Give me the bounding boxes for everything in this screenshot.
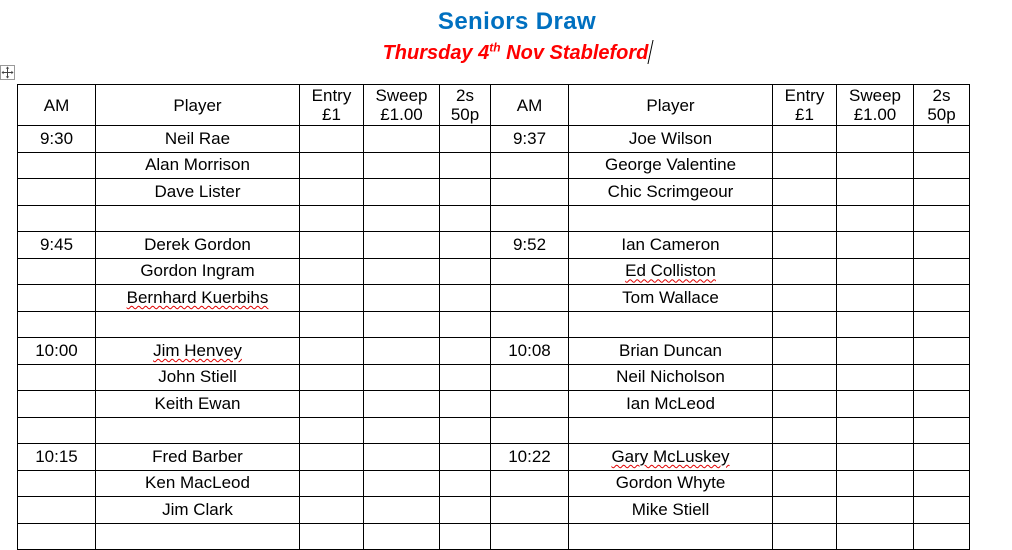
right-entry-cell[interactable] (773, 338, 837, 365)
left-time-cell[interactable] (18, 338, 96, 365)
left-player-cell[interactable] (96, 232, 300, 259)
player-name: Ken MacLeod (145, 473, 250, 493)
left-time-cell[interactable] (18, 417, 96, 444)
header-sweep-right[interactable] (837, 85, 914, 126)
right-sweep-cell[interactable] (837, 205, 914, 232)
left-twos-cell[interactable] (440, 126, 491, 153)
left-time-cell[interactable] (18, 258, 96, 285)
left-time-cell[interactable] (18, 391, 96, 418)
left-entry-cell[interactable] (300, 311, 364, 338)
right-twos-cell[interactable] (914, 470, 970, 497)
player-name: Fred Barber (152, 446, 243, 466)
left-twos-cell[interactable] (440, 205, 491, 232)
player-name: Bernhard Kuerbihs (126, 287, 269, 307)
right-player-cell[interactable] (569, 444, 773, 471)
document-subtitle (0, 40, 1012, 65)
left-sweep-cell[interactable] (364, 258, 440, 285)
table-row (18, 179, 970, 206)
left-sweep-cell[interactable] (364, 497, 440, 524)
left-sweep-cell[interactable] (364, 391, 440, 418)
left-sweep-cell[interactable] (364, 523, 440, 550)
table-row (18, 444, 970, 471)
left-twos-cell[interactable] (440, 497, 491, 524)
left-entry-cell[interactable] (300, 152, 364, 179)
left-time-cell[interactable] (18, 205, 96, 232)
table-row (18, 205, 970, 232)
right-time-cell[interactable] (491, 523, 569, 550)
right-entry-cell[interactable] (773, 364, 837, 391)
left-sweep-cell[interactable] (364, 205, 440, 232)
left-player-cell[interactable] (96, 417, 300, 444)
left-player-cell[interactable] (96, 285, 300, 312)
right-sweep-cell[interactable] (837, 152, 914, 179)
left-sweep-cell[interactable] (364, 444, 440, 471)
left-time-cell[interactable] (18, 126, 96, 153)
left-entry-cell[interactable] (300, 364, 364, 391)
left-twos-cell[interactable] (440, 179, 491, 206)
header-sweep-price: £1.00 (853, 105, 897, 124)
right-twos-cell[interactable] (914, 497, 970, 524)
header-player-left[interactable]: Player (96, 85, 300, 126)
left-twos-cell[interactable] (440, 391, 491, 418)
right-twos-cell[interactable] (914, 444, 970, 471)
header-sweep-label: Sweep (375, 86, 428, 105)
right-time-cell[interactable] (491, 338, 569, 365)
header-entry-label: Entry (311, 86, 352, 105)
right-player-cell[interactable] (569, 470, 773, 497)
tee-time: 9:30 (39, 128, 74, 148)
right-player-cell[interactable] (569, 126, 773, 153)
tee-time: 10:08 (508, 340, 551, 360)
left-player-cell[interactable] (96, 258, 300, 285)
tee-time: 9:45 (39, 234, 74, 254)
left-time-cell[interactable] (18, 470, 96, 497)
left-player-cell[interactable] (96, 523, 300, 550)
left-time-cell[interactable] (18, 497, 96, 524)
document-title: Seniors Draw (437, 8, 597, 35)
left-sweep-cell[interactable] (364, 364, 440, 391)
right-twos-cell[interactable] (914, 523, 970, 550)
tee-time: 10:22 (508, 446, 551, 466)
right-entry-cell[interactable] (773, 205, 837, 232)
left-twos-cell[interactable] (440, 523, 491, 550)
left-sweep-cell[interactable] (364, 338, 440, 365)
right-player-cell[interactable] (569, 205, 773, 232)
left-player-cell[interactable] (96, 205, 300, 232)
right-sweep-cell[interactable] (837, 497, 914, 524)
right-sweep-cell[interactable] (837, 258, 914, 285)
right-entry-cell[interactable] (773, 470, 837, 497)
left-time-cell[interactable] (18, 523, 96, 550)
right-player-cell[interactable] (569, 311, 773, 338)
player-name: Mike Stiell (631, 499, 710, 519)
left-time-cell[interactable] (18, 232, 96, 259)
right-entry-cell[interactable] (773, 391, 837, 418)
left-player-cell[interactable] (96, 179, 300, 206)
right-time-cell[interactable] (491, 470, 569, 497)
table-row (18, 152, 970, 179)
left-player-cell[interactable] (96, 338, 300, 365)
left-twos-cell[interactable] (440, 444, 491, 471)
player-name: Derek Gordon (144, 234, 251, 254)
header-twos-label: 2s (456, 86, 474, 105)
header-twos-label: 2s (932, 86, 951, 105)
left-player-cell[interactable] (96, 470, 300, 497)
header-time-left[interactable]: AM (18, 85, 96, 126)
left-entry-cell[interactable] (300, 497, 364, 524)
right-player-cell[interactable] (569, 338, 773, 365)
table-body (18, 126, 970, 550)
right-entry-cell[interactable] (773, 285, 837, 312)
header-twos-left[interactable] (440, 85, 491, 126)
table-row (18, 497, 970, 524)
left-player-cell[interactable] (96, 152, 300, 179)
header-entry-price: £1 (795, 105, 814, 124)
table-row (18, 126, 970, 153)
left-twos-cell[interactable] (440, 232, 491, 259)
player-name: George Valentine (604, 155, 737, 175)
left-twos-cell[interactable] (440, 152, 491, 179)
right-sweep-cell[interactable] (837, 311, 914, 338)
right-player-cell[interactable] (569, 258, 773, 285)
header-entry-left[interactable] (300, 85, 364, 126)
table-row (18, 311, 970, 338)
right-time-cell[interactable] (491, 232, 569, 259)
header-sweep-price: £1.00 (380, 105, 423, 124)
right-sweep-cell[interactable] (837, 470, 914, 497)
header-twos-price: 50p (927, 105, 956, 124)
left-player-cell[interactable] (96, 391, 300, 418)
table-row (18, 417, 970, 444)
right-player-cell[interactable] (569, 232, 773, 259)
right-sweep-cell[interactable] (837, 126, 914, 153)
right-time-cell[interactable] (491, 391, 569, 418)
right-entry-cell[interactable] (773, 444, 837, 471)
subtitle-event-text: Nov Stableford (500, 42, 649, 64)
left-time-cell[interactable] (18, 179, 96, 206)
right-entry-cell[interactable] (773, 258, 837, 285)
right-twos-cell[interactable] (914, 338, 970, 365)
right-entry-cell[interactable] (773, 126, 837, 153)
left-player-cell[interactable] (96, 126, 300, 153)
player-name: Brian Duncan (618, 340, 722, 360)
left-sweep-cell[interactable] (364, 126, 440, 153)
right-twos-cell[interactable] (914, 258, 970, 285)
player-name: Neil Rae (164, 128, 231, 148)
right-player-cell[interactable] (569, 417, 773, 444)
header-entry-right[interactable] (773, 85, 837, 126)
left-entry-cell[interactable] (300, 126, 364, 153)
right-twos-cell[interactable] (914, 285, 970, 312)
header-twos-right[interactable] (914, 85, 970, 126)
left-twos-cell[interactable] (440, 364, 491, 391)
right-time-cell[interactable] (491, 417, 569, 444)
player-name: Joe Wilson (628, 128, 713, 148)
right-player-cell[interactable] (569, 285, 773, 312)
right-player-cell[interactable] (569, 391, 773, 418)
right-entry-cell[interactable] (773, 417, 837, 444)
right-twos-cell[interactable] (914, 126, 970, 153)
right-time-cell[interactable] (491, 311, 569, 338)
table-row (18, 470, 970, 497)
left-player-cell[interactable] (96, 444, 300, 471)
right-twos-cell[interactable] (914, 364, 970, 391)
right-time-cell[interactable] (491, 258, 569, 285)
left-sweep-cell[interactable] (364, 470, 440, 497)
subtitle-date-text: Thursday 4 (382, 42, 490, 64)
left-entry-cell[interactable] (300, 285, 364, 312)
header-time-right[interactable]: AM (491, 85, 569, 126)
player-name: Keith Ewan (154, 393, 241, 413)
right-sweep-cell[interactable] (837, 523, 914, 550)
left-entry-cell[interactable] (300, 258, 364, 285)
table-row (18, 258, 970, 285)
left-player-cell[interactable] (96, 364, 300, 391)
left-time-cell[interactable] (18, 364, 96, 391)
table-move-handle-icon[interactable] (0, 65, 15, 80)
header-player-right[interactable]: Player (569, 85, 773, 126)
player-name: Jim Henvey (153, 340, 242, 360)
table-row (18, 232, 970, 259)
left-entry-cell[interactable] (300, 444, 364, 471)
right-player-cell[interactable] (569, 523, 773, 550)
player-name: Chic Scrimgeour (607, 181, 734, 201)
player-name: Ed Colliston (625, 261, 716, 281)
right-player-cell[interactable] (569, 179, 773, 206)
right-twos-cell[interactable] (914, 152, 970, 179)
right-time-cell[interactable] (491, 285, 569, 312)
player-name: Ian Cameron (621, 234, 720, 254)
right-sweep-cell[interactable] (837, 285, 914, 312)
left-entry-cell[interactable] (300, 417, 364, 444)
right-time-cell[interactable] (491, 364, 569, 391)
left-player-cell[interactable] (96, 497, 300, 524)
left-twos-cell[interactable] (440, 417, 491, 444)
subtitle-ordinal: th (489, 40, 501, 55)
player-name: Dave Lister (154, 181, 241, 201)
right-time-cell[interactable] (491, 444, 569, 471)
right-twos-cell[interactable] (914, 417, 970, 444)
left-sweep-cell[interactable] (364, 285, 440, 312)
right-time-cell[interactable] (491, 152, 569, 179)
right-twos-cell[interactable] (914, 179, 970, 206)
table-header-row (18, 85, 970, 126)
move-arrows-icon (1, 66, 14, 79)
table-row (18, 523, 970, 550)
left-entry-cell[interactable] (300, 232, 364, 259)
left-entry-cell[interactable] (300, 205, 364, 232)
text-cursor (648, 40, 654, 64)
tee-time: 9:52 (512, 234, 547, 254)
tee-time: 10:00 (35, 340, 78, 360)
left-time-cell[interactable] (18, 311, 96, 338)
right-entry-cell[interactable] (773, 232, 837, 259)
right-sweep-cell[interactable] (837, 417, 914, 444)
left-sweep-cell[interactable] (364, 232, 440, 259)
table-row (18, 338, 970, 365)
right-time-cell[interactable] (491, 205, 569, 232)
right-twos-cell[interactable] (914, 311, 970, 338)
player-name: Alan Morrison (145, 155, 250, 175)
right-time-cell[interactable] (491, 126, 569, 153)
right-player-cell[interactable] (569, 364, 773, 391)
left-player-cell[interactable] (96, 311, 300, 338)
left-entry-cell[interactable] (300, 523, 364, 550)
player-name: Tom Wallace (622, 287, 719, 307)
right-time-cell[interactable] (491, 497, 569, 524)
left-sweep-cell[interactable] (364, 179, 440, 206)
table-row (18, 285, 970, 312)
left-sweep-cell[interactable] (364, 152, 440, 179)
left-twos-cell[interactable] (440, 470, 491, 497)
right-twos-cell[interactable] (914, 232, 970, 259)
left-twos-cell[interactable] (440, 258, 491, 285)
right-twos-cell[interactable] (914, 391, 970, 418)
header-twos-price: 50p (450, 105, 480, 124)
right-entry-cell[interactable] (773, 179, 837, 206)
draw-table (17, 84, 970, 550)
header-sweep-left[interactable] (364, 85, 440, 126)
left-twos-cell[interactable] (440, 311, 491, 338)
left-entry-cell[interactable] (300, 179, 364, 206)
header-entry-label: Entry (784, 86, 825, 105)
right-entry-cell[interactable] (773, 311, 837, 338)
player-name: John Stiell (158, 367, 237, 387)
right-twos-cell[interactable] (914, 205, 970, 232)
left-entry-cell[interactable] (300, 338, 364, 365)
right-time-cell[interactable] (491, 179, 569, 206)
right-sweep-cell[interactable] (837, 179, 914, 206)
left-sweep-cell[interactable] (364, 417, 440, 444)
right-entry-cell[interactable] (773, 152, 837, 179)
right-sweep-cell[interactable] (837, 338, 914, 365)
left-time-cell[interactable] (18, 152, 96, 179)
left-time-cell[interactable] (18, 285, 96, 312)
player-name: Gordon Whyte (615, 473, 726, 493)
left-sweep-cell[interactable] (364, 311, 440, 338)
left-twos-cell[interactable] (440, 338, 491, 365)
table-row (18, 364, 970, 391)
right-sweep-cell[interactable] (837, 232, 914, 259)
header-entry-price: £1 (322, 105, 341, 124)
header-sweep-label: Sweep (849, 86, 901, 105)
right-sweep-cell[interactable] (837, 364, 914, 391)
left-time-cell[interactable] (18, 444, 96, 471)
right-sweep-cell[interactable] (837, 391, 914, 418)
right-entry-cell[interactable] (773, 497, 837, 524)
right-player-cell[interactable] (569, 152, 773, 179)
left-twos-cell[interactable] (440, 285, 491, 312)
right-sweep-cell[interactable] (837, 444, 914, 471)
right-player-cell[interactable] (569, 497, 773, 524)
left-entry-cell[interactable] (300, 470, 364, 497)
player-name: Gordon Ingram (140, 261, 255, 281)
tee-time: 9:37 (512, 128, 547, 148)
table-row (18, 391, 970, 418)
player-name: Jim Clark (162, 499, 233, 519)
tee-time: 10:15 (35, 446, 78, 466)
left-entry-cell[interactable] (300, 391, 364, 418)
right-entry-cell[interactable] (773, 523, 837, 550)
player-name: Gary McLuskey (611, 446, 730, 466)
player-name: Neil Nicholson (616, 367, 725, 387)
player-name: Ian McLeod (626, 393, 715, 413)
